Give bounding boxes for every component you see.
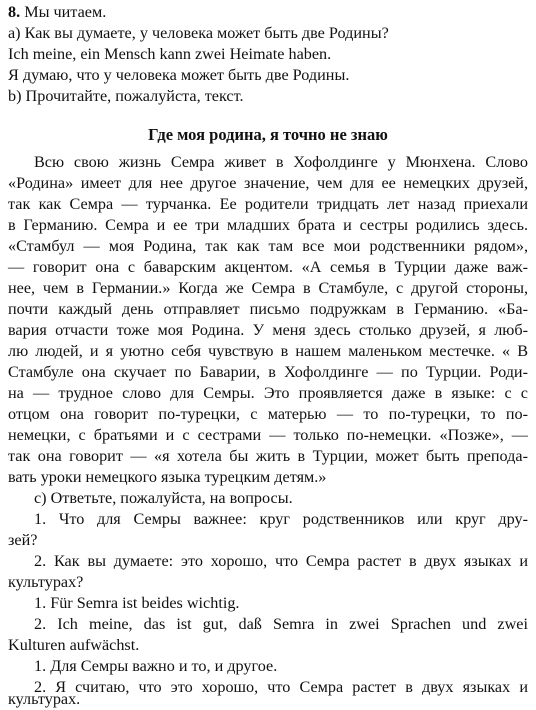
question-1-line2: зей? [8,531,38,549]
part-b-instruction: b) Прочитайте, пожалуйста, текст. [8,87,244,105]
text-line: вать уроки немецкого языка турецким детям.» [8,468,327,486]
part-a-question: а) Как вы думаете, у человека может быть две Родины? [8,24,389,42]
text-line: немецки, с братьями и с сестрами — только по-немецки. «Позже», — [8,426,528,444]
part-c-heading: с) Ответьте, пожалуйста, на вопросы. [34,489,293,507]
text-line: отцом она говорит по-турецки, с матерью — то по-турецки, то по- [8,405,528,423]
text-line: Всю свою жизнь Семра живет в Хофолдинге у Мюнхена. Слово [34,153,528,171]
russian-answer-2-line1: 2. Я считаю, что это хорошо, что Семра растет в двух языках и [34,678,528,696]
exercise-number: 8. [8,3,21,21]
text-line: в Германию. Семра и ее три младших брата и сестры родились здесь. [8,216,528,234]
text-line: лю людей, и я уютно себя чувствую в нашем маленьком местечке. « В [8,342,528,360]
text-line: «Родина» имеет для нее другое значение, чем для ее немецких друзей, [8,174,528,192]
text-line: нее, чем в Германии.» Когда же Семра в Стамбуле, с другой стороны, [8,279,528,297]
question-1-line1: 1. Что для Семры важнее: круг родственников или круг дру- [34,510,528,528]
part-a-answer: Я думаю, что у человека может быть две Родины. [8,66,350,84]
german-answer-2-line1: 2. Ich meine, das ist gut, daß Semra in zwei Sprachen und zwei [34,615,528,633]
text-line: вария отчасти тоже моя Родина. У меня здесь столько друзей, я люб- [8,321,528,339]
text-line: почти каждый день отправляет письмо подружкам в Германию. «Ба- [8,300,528,318]
russian-answer-2-line2: культурах. [8,690,81,708]
text-line: так она говорит — «я хотела бы жить в Турции, может быть препода- [8,447,528,465]
german-answer-2-line2: Kulturen aufwächst. [8,636,140,654]
exercise-header [8,2,528,23]
question-2-line1: 2. Как вы думаете: это хорошо, что Семра растет в двух языках и [34,552,528,570]
text-line: Стамбуле она скучает по Баварии, в Хофолдинге — по Турции. Роди- [8,363,528,381]
text-line: «Стамбул — моя Родина, так как там все мои родственники рядом», [8,237,528,255]
german-answer-1: 1. Für Semra ist beides wichtig. [34,594,240,612]
text-line: — говорит она с баварским акцентом. «А семья в Турции даже важ- [8,258,528,276]
text-line: так как Семра — турчанка. Ее родители тридцать лет назад приехали [8,195,528,213]
exercise-heading: Мы читаем. [24,3,107,21]
text-title: Где моя родина, я точно не знаю [148,125,388,144]
question-2-line2: культурах? [8,573,84,591]
part-a-german: Ich meine, ein Mensch kann zwei Heimate haben. [8,45,332,63]
russian-answer-1: 1. Для Семры важно и то, и другое. [34,657,278,675]
text-line: на — трудное слово для Семры. Это проявляется даже в языке: с с [8,384,528,402]
